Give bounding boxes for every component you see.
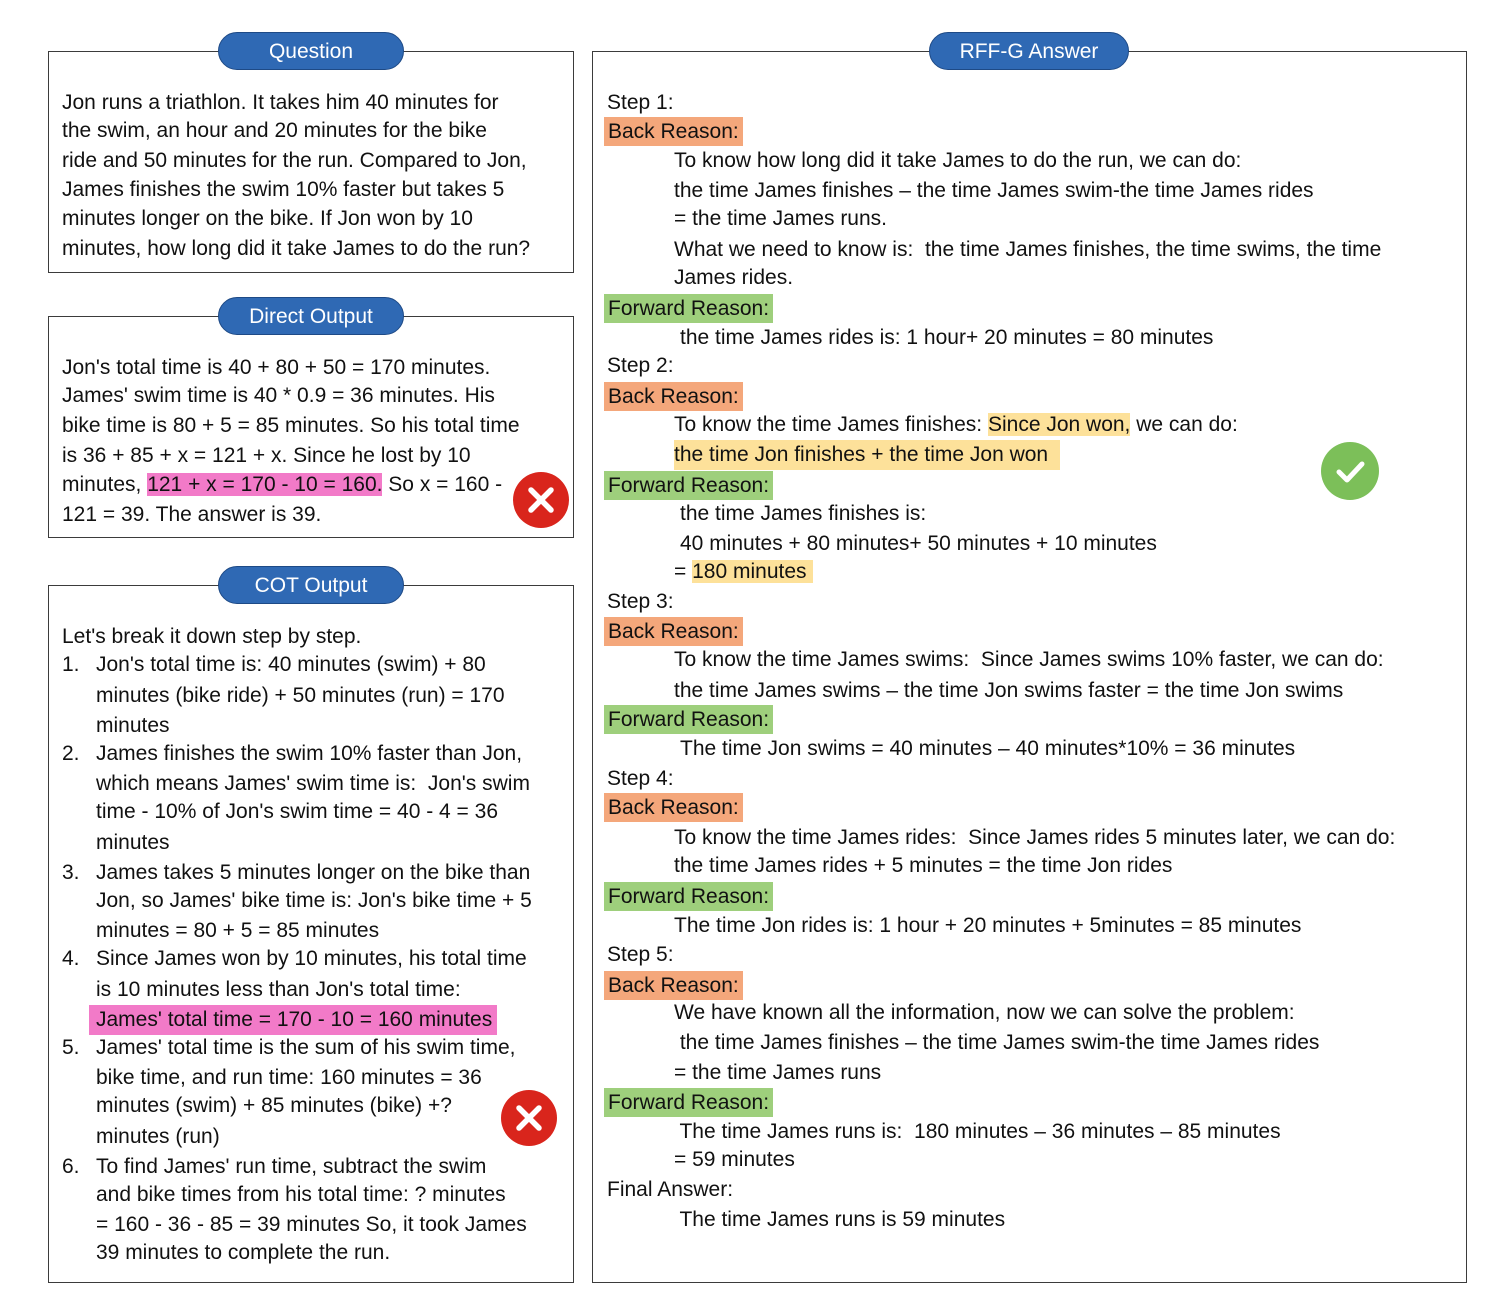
cross-icon <box>513 472 569 528</box>
cot-item-number: 5. <box>62 1036 80 1059</box>
direct-line: 121 = 39. The answer is 39. <box>62 503 322 526</box>
rff-highlight: Since Jon won, <box>987 413 1131 436</box>
cot-line: minutes (swim) + 85 minutes (bike) +? <box>96 1094 452 1117</box>
rff-answer-title: RFF-G Answer <box>929 32 1129 70</box>
rff-line-text: = <box>674 560 693 583</box>
cot-line: Jon's total time is: 40 minutes (swim) + 80 <box>96 653 486 676</box>
forward-reason-label: Forward Reason: <box>604 705 773 734</box>
cot-wrong-highlight: James' total time = 170 - 10 = 160 minutes <box>89 1005 497 1035</box>
rff-line: To know how long did it take James to do the run, we can do: <box>674 149 1242 172</box>
step-label: Step 2: <box>607 354 674 377</box>
question-line: Jon runs a triathlon. It takes him 40 minutes for <box>62 91 499 114</box>
cross-icon <box>501 1090 557 1146</box>
rff-line: We have known all the information, now we can solve the problem: <box>674 1001 1295 1024</box>
rff-line: = 59 minutes <box>674 1148 795 1171</box>
direct-line: Jon's total time is 40 + 80 + 50 = 170 minutes. <box>62 356 491 379</box>
rff-line: To know the time James rides: Since James rides 5 minutes later, we can do: <box>674 826 1396 849</box>
cot-item-number: 6. <box>62 1155 80 1178</box>
cot-line: James finishes the swim 10% faster than Jon, <box>96 742 523 765</box>
rff-line: What we need to know is: the time James finishes, the time swims, the time <box>674 238 1382 261</box>
rff-line: = the time James runs. <box>674 207 888 230</box>
forward-reason-label: Forward Reason: <box>604 1088 773 1117</box>
cot-line: 39 minutes to complete the run. <box>96 1241 391 1264</box>
question-line: minutes longer on the bike. If Jon won by 10 <box>62 207 473 230</box>
rff-line: The time Jon swims = 40 minutes – 40 minutes*10% = 36 minutes <box>680 737 1296 760</box>
back-reason-label: Back Reason: <box>604 971 743 1000</box>
back-reason-label: Back Reason: <box>604 793 743 822</box>
back-reason-label: Back Reason: <box>604 117 743 146</box>
cot-line: James takes 5 minutes longer on the bike than <box>96 861 531 884</box>
cot-item-number: 1. <box>62 653 80 676</box>
rff-line: the time James finishes – the time James swim-the time James rides <box>674 1031 1320 1054</box>
direct-line-text: So x = 160 - <box>382 473 503 496</box>
cot-line: bike time, and run time: 160 minutes = 36 <box>96 1066 482 1089</box>
step-label: Step 5: <box>607 943 674 966</box>
rff-line-text: To know the time James finishes: <box>674 413 988 436</box>
direct-output-title: Direct Output <box>218 297 404 335</box>
cot-line: minutes (bike ride) + 50 minutes (run) = 170 <box>96 684 505 707</box>
rff-line: James rides. <box>674 266 794 289</box>
cot-line: which means James' swim time is: Jon's swim <box>96 772 530 795</box>
final-answer-text: The time James runs is 59 minutes <box>674 1208 1006 1231</box>
direct-wrong-highlight: 121 + x = 170 - 10 = 160. <box>147 473 383 496</box>
forward-reason-label: Forward Reason: <box>604 882 773 911</box>
cot-item-number: 3. <box>62 861 80 884</box>
direct-line: James' swim time is 40 * 0.9 = 36 minutes. His <box>62 384 495 407</box>
rff-line: the time James finishes is: <box>680 502 927 525</box>
check-icon <box>1321 442 1379 500</box>
cot-line: minutes <box>96 714 170 737</box>
cot-output-title: COT Output <box>218 566 404 604</box>
direct-line: is 36 + 85 + x = 121 + x. Since he lost by 10 <box>62 444 471 467</box>
step-label: Step 4: <box>607 767 674 790</box>
rff-line: 40 minutes + 80 minutes+ 50 minutes + 10 minutes <box>680 532 1157 555</box>
step-label: Step 1: <box>607 91 674 114</box>
cot-item-number: 4. <box>62 947 80 970</box>
cot-line: = 160 - 36 - 85 = 39 minutes So, it took James <box>96 1213 527 1236</box>
cot-line: and bike times from his total time: ? minutes <box>96 1183 506 1206</box>
question-title: Question <box>218 32 404 70</box>
question-line: the swim, an hour and 20 minutes for the bike <box>62 119 487 142</box>
cot-line: Jon, so James' bike time is: Jon's bike time + 5 <box>96 889 532 912</box>
direct-line-text: minutes, <box>62 473 148 496</box>
direct-line <box>62 470 502 500</box>
cot-intro: Let's break it down step by step. <box>62 625 362 648</box>
forward-reason-label: Forward Reason: <box>604 471 773 500</box>
question-line: minutes, how long did it take James to do the run? <box>62 237 531 260</box>
cot-line: James' total time is the sum of his swim time, <box>96 1036 516 1059</box>
cot-line: minutes (run) <box>96 1125 220 1148</box>
rff-line: = the time James runs <box>674 1061 882 1084</box>
rff-line <box>674 410 1238 440</box>
back-reason-label: Back Reason: <box>604 617 743 646</box>
cot-line: Since James won by 10 minutes, his total time <box>96 947 527 970</box>
cot-line: minutes = 80 + 5 = 85 minutes <box>96 919 380 942</box>
rff-line: the time James finishes – the time James swim-the time James rides <box>674 179 1314 202</box>
cot-line: To find James' run time, subtract the swim <box>96 1155 487 1178</box>
cot-line: is 10 minutes less than Jon's total time: <box>96 978 461 1001</box>
rff-line: the time James rides + 5 minutes = the time Jon rides <box>674 854 1173 877</box>
direct-line: bike time is 80 + 5 = 85 minutes. So his total time <box>62 414 520 437</box>
back-reason-label: Back Reason: <box>604 382 743 411</box>
cot-item-number: 2. <box>62 742 80 765</box>
rff-line: The time Jon rides is: 1 hour + 20 minutes + 5minutes = 85 minutes <box>674 914 1302 937</box>
rff-line-text: we can do: <box>1130 413 1238 436</box>
question-line: ride and 50 minutes for the run. Compared to Jon, <box>62 149 527 172</box>
forward-reason-label: Forward Reason: <box>604 294 773 323</box>
rff-highlight: 180 minutes <box>692 560 812 583</box>
rff-line: The time James runs is: 180 minutes – 36 minutes – 85 minutes <box>674 1120 1281 1143</box>
step-label: Step 3: <box>607 590 674 613</box>
rff-line <box>674 557 813 587</box>
rff-line: the time James rides is: 1 hour+ 20 minutes = 80 minutes <box>680 326 1214 349</box>
question-line: James finishes the swim 10% faster but takes 5 <box>62 178 505 201</box>
rff-highlight: the time Jon finishes + the time Jon won <box>674 440 1060 470</box>
final-answer-label: Final Answer: <box>607 1178 734 1201</box>
rff-line: the time James swims – the time Jon swims faster = the time Jon swims <box>674 679 1344 702</box>
cot-line: minutes <box>96 831 170 854</box>
cot-line: time - 10% of Jon's swim time = 40 - 4 = 36 <box>96 800 499 823</box>
rff-line: To know the time James swims: Since James swims 10% faster, we can do: <box>674 648 1384 671</box>
